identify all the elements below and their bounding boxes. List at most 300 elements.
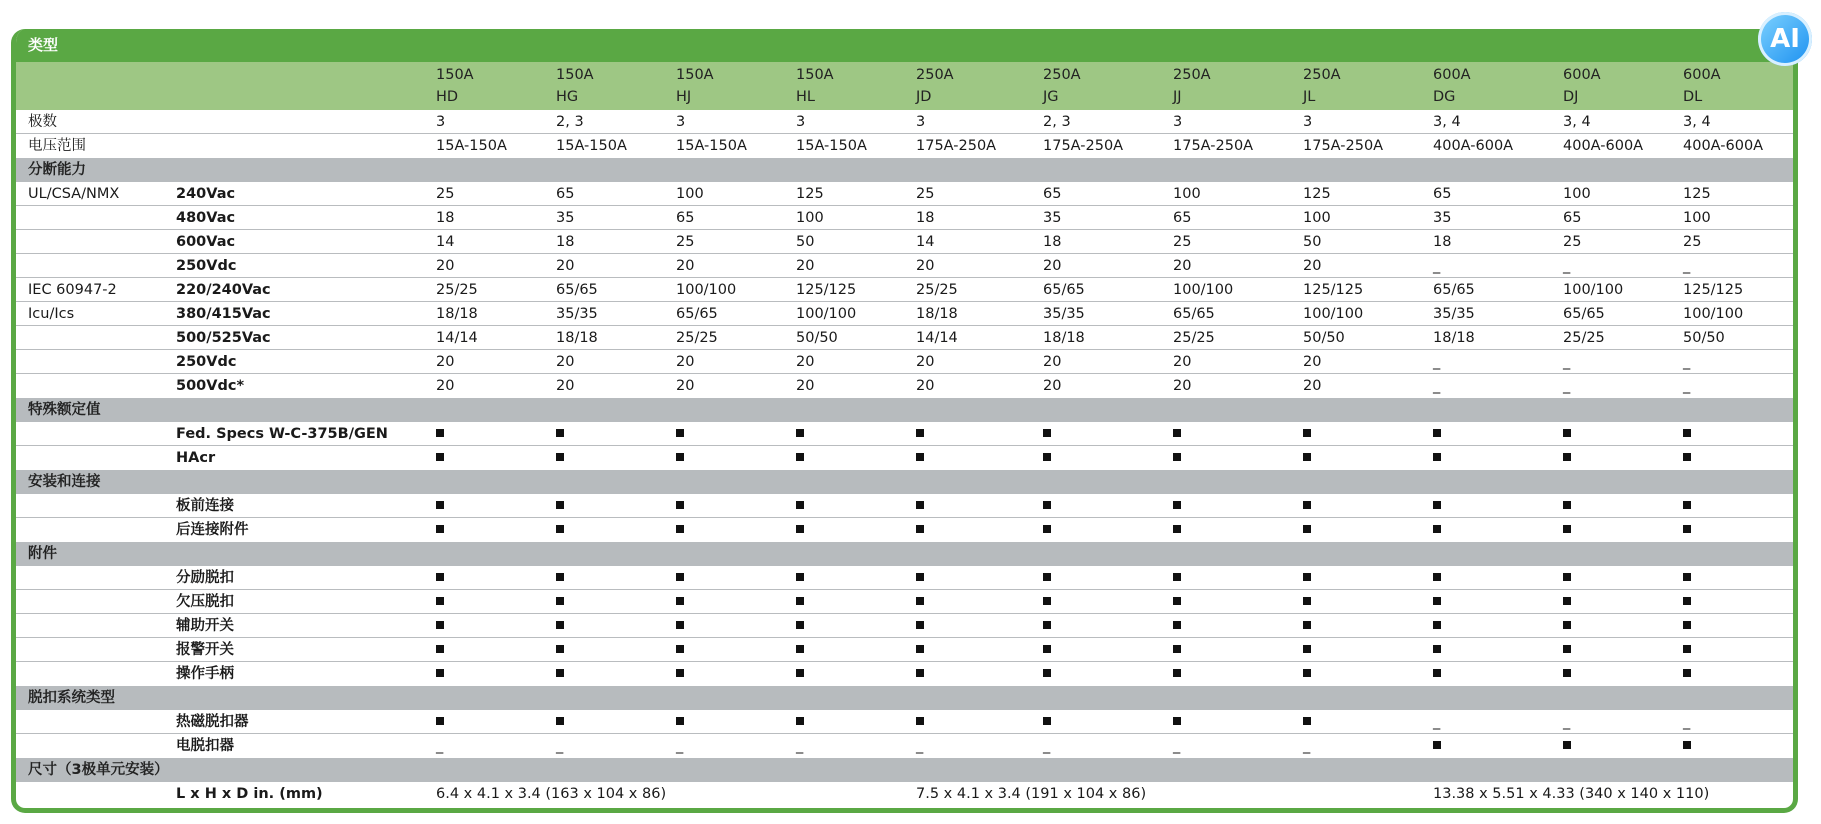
filled-square-icon bbox=[556, 501, 564, 509]
cell-value: 2, 3 bbox=[1043, 114, 1071, 130]
cell-value: 14 bbox=[916, 234, 935, 250]
filled-square-icon bbox=[1043, 717, 1051, 725]
available-marker bbox=[1173, 662, 1181, 686]
filled-square-icon bbox=[1433, 429, 1441, 437]
cell-value: 35 bbox=[1043, 210, 1062, 226]
filled-square-icon bbox=[676, 645, 684, 653]
available-marker bbox=[1173, 590, 1181, 614]
cell-value: 25 bbox=[676, 234, 695, 250]
filled-square-icon bbox=[1173, 501, 1181, 509]
filled-square-icon bbox=[676, 453, 684, 461]
cell-value: 18 bbox=[436, 210, 455, 226]
table-row bbox=[16, 134, 1793, 158]
cell-value: 20 bbox=[1173, 354, 1192, 370]
cell-value: 20 bbox=[436, 258, 455, 274]
filled-square-icon bbox=[796, 621, 804, 629]
cell-value: 25 bbox=[436, 186, 455, 202]
model-name: JJ bbox=[1173, 89, 1182, 105]
filled-square-icon bbox=[436, 669, 444, 677]
table-row bbox=[16, 590, 1793, 614]
available-marker bbox=[556, 590, 564, 614]
table-row bbox=[16, 254, 1793, 278]
table-row bbox=[16, 374, 1793, 398]
cell-value: _ bbox=[1043, 738, 1051, 754]
cell-value: 20 bbox=[436, 354, 455, 370]
filled-square-icon bbox=[1303, 597, 1311, 605]
available-marker bbox=[436, 518, 444, 542]
cell-value: 25 bbox=[1563, 234, 1582, 250]
model-header-hj bbox=[676, 64, 714, 108]
filled-square-icon bbox=[676, 429, 684, 437]
spec-table bbox=[11, 29, 1798, 813]
row-sublabel: 分励脱扣 bbox=[176, 570, 234, 586]
available-marker bbox=[1043, 518, 1051, 542]
row-sublabel: 报警开关 bbox=[176, 642, 234, 658]
available-marker bbox=[556, 662, 564, 686]
cell-value: 400A-600A bbox=[1433, 138, 1514, 154]
row-sublabel: 后连接附件 bbox=[176, 522, 249, 538]
available-marker bbox=[1043, 590, 1051, 614]
available-marker bbox=[1043, 638, 1051, 662]
filled-square-icon bbox=[796, 525, 804, 533]
model-name: JD bbox=[916, 89, 932, 105]
cell-value: 65/65 bbox=[556, 282, 598, 298]
available-marker bbox=[676, 566, 684, 590]
row-sublabel: Fed. Specs W-C-375B/GEN bbox=[176, 426, 388, 442]
filled-square-icon bbox=[916, 669, 924, 677]
filled-square-icon bbox=[1433, 501, 1441, 509]
cell-value: _ bbox=[1563, 714, 1571, 730]
table-row bbox=[16, 734, 1793, 758]
model-header-row bbox=[16, 62, 1793, 110]
cell-value: _ bbox=[1563, 378, 1571, 394]
available-marker bbox=[676, 638, 684, 662]
filled-square-icon bbox=[1173, 525, 1181, 533]
available-marker bbox=[916, 590, 924, 614]
available-marker bbox=[1173, 566, 1181, 590]
cell-value: 15A-150A bbox=[436, 138, 507, 154]
filled-square-icon bbox=[796, 501, 804, 509]
cell-value: _ bbox=[676, 738, 684, 754]
model-header-hd bbox=[436, 64, 474, 108]
model-header-dl bbox=[1683, 64, 1721, 108]
filled-square-icon bbox=[1173, 429, 1181, 437]
filled-square-icon bbox=[1303, 621, 1311, 629]
filled-square-icon bbox=[1303, 501, 1311, 509]
filled-square-icon bbox=[916, 645, 924, 653]
filled-square-icon bbox=[796, 429, 804, 437]
cell-value: 3 bbox=[1303, 114, 1313, 130]
filled-square-icon bbox=[916, 429, 924, 437]
available-marker bbox=[1683, 494, 1691, 518]
available-marker bbox=[916, 566, 924, 590]
filled-square-icon bbox=[1563, 525, 1571, 533]
filled-square-icon bbox=[1563, 429, 1571, 437]
cell-value: 65/65 bbox=[1563, 306, 1605, 322]
available-marker bbox=[796, 518, 804, 542]
cell-value: 100 bbox=[1303, 210, 1331, 226]
model-name: DL bbox=[1683, 89, 1703, 105]
filled-square-icon bbox=[1433, 573, 1441, 581]
cell-value: _ bbox=[916, 738, 924, 754]
filled-square-icon bbox=[1683, 573, 1691, 581]
available-marker bbox=[916, 518, 924, 542]
model-rating: 150A bbox=[796, 67, 834, 83]
cell-value: 25/25 bbox=[436, 282, 478, 298]
dimension-value: 13.38 x 5.51 x 4.33 (340 x 140 x 110) bbox=[1433, 786, 1710, 802]
cell-value: 65 bbox=[676, 210, 695, 226]
model-header-jd bbox=[916, 64, 954, 108]
filled-square-icon bbox=[1433, 645, 1441, 653]
available-marker bbox=[1563, 734, 1571, 758]
cell-value: 100/100 bbox=[676, 282, 737, 298]
model-rating: 250A bbox=[1173, 67, 1211, 83]
filled-square-icon bbox=[676, 501, 684, 509]
filled-square-icon bbox=[1303, 717, 1311, 725]
cell-value: 18/18 bbox=[436, 306, 478, 322]
available-marker bbox=[1563, 446, 1571, 470]
available-marker bbox=[1303, 422, 1311, 446]
row-label: UL/CSA/NMX bbox=[28, 186, 120, 202]
filled-square-icon bbox=[1683, 525, 1691, 533]
table-row bbox=[16, 662, 1793, 686]
available-marker bbox=[556, 566, 564, 590]
cell-value: 25 bbox=[916, 186, 935, 202]
filled-square-icon bbox=[1303, 645, 1311, 653]
cell-value: 65/65 bbox=[676, 306, 718, 322]
available-marker bbox=[1173, 446, 1181, 470]
model-name: HG bbox=[556, 89, 579, 105]
filled-square-icon bbox=[796, 573, 804, 581]
section-row bbox=[16, 542, 1793, 566]
available-marker bbox=[1303, 614, 1311, 638]
filled-square-icon bbox=[916, 501, 924, 509]
cell-value: 175A-250A bbox=[1303, 138, 1384, 154]
filled-square-icon bbox=[1173, 621, 1181, 629]
cell-value: 20 bbox=[1173, 258, 1192, 274]
available-marker bbox=[1563, 590, 1571, 614]
cell-value: _ bbox=[796, 738, 804, 754]
cell-value: 125 bbox=[796, 186, 824, 202]
available-marker bbox=[1173, 518, 1181, 542]
model-rating: 250A bbox=[1303, 67, 1341, 83]
filled-square-icon bbox=[1043, 669, 1051, 677]
available-marker bbox=[1303, 590, 1311, 614]
cell-value: 35 bbox=[1433, 210, 1452, 226]
cell-value: 65 bbox=[1563, 210, 1582, 226]
available-marker bbox=[1303, 638, 1311, 662]
filled-square-icon bbox=[1043, 429, 1051, 437]
row-sublabel: 250Vdc bbox=[176, 258, 237, 274]
cell-value: 18 bbox=[1043, 234, 1062, 250]
cell-value: 20 bbox=[916, 354, 935, 370]
available-marker bbox=[1563, 494, 1571, 518]
cell-value: 125/125 bbox=[1303, 282, 1364, 298]
filled-square-icon bbox=[796, 717, 804, 725]
model-name: HL bbox=[796, 89, 815, 105]
ai-badge-icon[interactable]: AI bbox=[1758, 12, 1812, 66]
model-rating: 150A bbox=[436, 67, 474, 83]
cell-value: 20 bbox=[556, 354, 575, 370]
table-row bbox=[16, 614, 1793, 638]
available-marker bbox=[1173, 710, 1181, 734]
table-row bbox=[16, 350, 1793, 374]
cell-value: _ bbox=[1433, 354, 1441, 370]
model-name: DJ bbox=[1563, 89, 1579, 105]
filled-square-icon bbox=[916, 573, 924, 581]
filled-square-icon bbox=[436, 453, 444, 461]
row-label: Icu/Ics bbox=[28, 306, 75, 322]
row-label: 极数 bbox=[28, 114, 57, 130]
cell-value: 20 bbox=[916, 258, 935, 274]
table-body bbox=[16, 110, 1793, 806]
cell-value: 25/25 bbox=[916, 282, 958, 298]
cell-value: 20 bbox=[796, 378, 815, 394]
model-header-jj bbox=[1173, 64, 1211, 108]
cell-value: 50/50 bbox=[796, 330, 838, 346]
cell-value: 20 bbox=[676, 354, 695, 370]
cell-value: 100/100 bbox=[1173, 282, 1234, 298]
section-label: 安装和连接 bbox=[28, 474, 101, 490]
cell-value: 65/65 bbox=[1433, 282, 1475, 298]
available-marker bbox=[556, 494, 564, 518]
available-marker bbox=[436, 422, 444, 446]
available-marker bbox=[796, 494, 804, 518]
filled-square-icon bbox=[556, 645, 564, 653]
row-label: IEC 60947-2 bbox=[28, 282, 117, 298]
cell-value: 35 bbox=[556, 210, 575, 226]
filled-square-icon bbox=[1433, 621, 1441, 629]
cell-value: 20 bbox=[1043, 354, 1062, 370]
cell-value: 100/100 bbox=[796, 306, 857, 322]
filled-square-icon bbox=[556, 573, 564, 581]
filled-square-icon bbox=[1173, 645, 1181, 653]
filled-square-icon bbox=[1303, 525, 1311, 533]
cell-value: 175A-250A bbox=[1043, 138, 1124, 154]
filled-square-icon bbox=[1563, 501, 1571, 509]
table-row bbox=[16, 230, 1793, 254]
cell-value: 50/50 bbox=[1683, 330, 1725, 346]
model-header-dj bbox=[1563, 64, 1601, 108]
cell-value: 65/65 bbox=[1173, 306, 1215, 322]
cell-value: 2, 3 bbox=[556, 114, 584, 130]
available-marker bbox=[556, 518, 564, 542]
cell-value: 20 bbox=[796, 354, 815, 370]
cell-value: 20 bbox=[676, 378, 695, 394]
filled-square-icon bbox=[556, 621, 564, 629]
filled-square-icon bbox=[796, 453, 804, 461]
cell-value: 50 bbox=[796, 234, 815, 250]
cell-value: 20 bbox=[676, 258, 695, 274]
available-marker bbox=[676, 614, 684, 638]
cell-value: _ bbox=[1433, 714, 1441, 730]
row-sublabel: 240Vac bbox=[176, 186, 236, 202]
cell-value: 20 bbox=[796, 258, 815, 274]
available-marker bbox=[1433, 422, 1441, 446]
section-label: 脱扣系统类型 bbox=[28, 690, 115, 706]
cell-value: 65 bbox=[1043, 186, 1062, 202]
cell-value: 20 bbox=[916, 378, 935, 394]
filled-square-icon bbox=[1303, 669, 1311, 677]
available-marker bbox=[1043, 494, 1051, 518]
available-marker bbox=[1433, 662, 1441, 686]
cell-value: 18 bbox=[916, 210, 935, 226]
cell-value: 14/14 bbox=[436, 330, 478, 346]
cell-value: 125/125 bbox=[796, 282, 857, 298]
model-rating: 600A bbox=[1683, 67, 1721, 83]
filled-square-icon bbox=[1433, 741, 1441, 749]
section-label: 特殊额定值 bbox=[28, 402, 101, 418]
row-sublabel: 500/525Vac bbox=[176, 330, 271, 346]
available-marker bbox=[1683, 422, 1691, 446]
table-row bbox=[16, 326, 1793, 350]
section-label: 尺寸（3极单元安装） bbox=[28, 762, 169, 778]
cell-value: _ bbox=[1563, 258, 1571, 274]
filled-square-icon bbox=[1303, 453, 1311, 461]
cell-value: 3 bbox=[796, 114, 806, 130]
filled-square-icon bbox=[1563, 453, 1571, 461]
cell-value: 175A-250A bbox=[1173, 138, 1254, 154]
filled-square-icon bbox=[1043, 597, 1051, 605]
available-marker bbox=[1683, 518, 1691, 542]
filled-square-icon bbox=[676, 717, 684, 725]
filled-square-icon bbox=[556, 669, 564, 677]
table-row bbox=[16, 206, 1793, 230]
model-name: JL bbox=[1303, 89, 1316, 105]
filled-square-icon bbox=[916, 717, 924, 725]
cell-value: 25/25 bbox=[676, 330, 718, 346]
filled-square-icon bbox=[556, 597, 564, 605]
filled-square-icon bbox=[1563, 597, 1571, 605]
model-name: HD bbox=[436, 89, 459, 105]
cell-value: 20 bbox=[1303, 378, 1322, 394]
section-row bbox=[16, 158, 1793, 182]
cell-value: 3 bbox=[1173, 114, 1183, 130]
filled-square-icon bbox=[1563, 573, 1571, 581]
available-marker bbox=[796, 638, 804, 662]
filled-square-icon bbox=[556, 429, 564, 437]
filled-square-icon bbox=[1563, 741, 1571, 749]
available-marker bbox=[796, 662, 804, 686]
model-header-dg bbox=[1433, 64, 1471, 108]
table-row bbox=[16, 302, 1793, 326]
cell-value: 100 bbox=[1683, 210, 1711, 226]
filled-square-icon bbox=[436, 573, 444, 581]
table-title: 类型 bbox=[16, 29, 1793, 62]
cell-value: 20 bbox=[556, 378, 575, 394]
cell-value: 3 bbox=[676, 114, 686, 130]
available-marker bbox=[1563, 614, 1571, 638]
cell-value: 175A-250A bbox=[916, 138, 997, 154]
section-row bbox=[16, 470, 1793, 494]
cell-value: 15A-150A bbox=[556, 138, 627, 154]
available-marker bbox=[1043, 566, 1051, 590]
filled-square-icon bbox=[676, 621, 684, 629]
model-name: DG bbox=[1433, 89, 1456, 105]
section-row bbox=[16, 686, 1793, 710]
row-sublabel: HAcr bbox=[176, 450, 216, 466]
cell-value: 125 bbox=[1683, 186, 1711, 202]
available-marker bbox=[1433, 494, 1441, 518]
cell-value: 20 bbox=[1303, 354, 1322, 370]
filled-square-icon bbox=[436, 429, 444, 437]
filled-square-icon bbox=[436, 717, 444, 725]
cell-value: 3, 4 bbox=[1433, 114, 1461, 130]
cell-value: 35/35 bbox=[1433, 306, 1475, 322]
filled-square-icon bbox=[676, 573, 684, 581]
available-marker bbox=[1563, 566, 1571, 590]
available-marker bbox=[1173, 638, 1181, 662]
available-marker bbox=[916, 422, 924, 446]
table-row bbox=[16, 566, 1793, 590]
filled-square-icon bbox=[796, 669, 804, 677]
available-marker bbox=[1683, 590, 1691, 614]
cell-value: _ bbox=[1563, 354, 1571, 370]
cell-value: _ bbox=[1433, 258, 1441, 274]
filled-square-icon bbox=[1173, 669, 1181, 677]
available-marker bbox=[556, 446, 564, 470]
model-header-jg bbox=[1043, 64, 1081, 108]
row-sublabel: 250Vdc bbox=[176, 354, 237, 370]
filled-square-icon bbox=[1173, 717, 1181, 725]
cell-value: 65 bbox=[1433, 186, 1452, 202]
cell-value: 15A-150A bbox=[796, 138, 867, 154]
cell-value: 20 bbox=[556, 258, 575, 274]
cell-value: 3, 4 bbox=[1563, 114, 1591, 130]
filled-square-icon bbox=[436, 501, 444, 509]
available-marker bbox=[1043, 422, 1051, 446]
filled-square-icon bbox=[1303, 573, 1311, 581]
row-sublabel: 480Vac bbox=[176, 210, 236, 226]
available-marker bbox=[1043, 446, 1051, 470]
available-marker bbox=[916, 710, 924, 734]
available-marker bbox=[1303, 446, 1311, 470]
filled-square-icon bbox=[1433, 453, 1441, 461]
filled-square-icon bbox=[796, 597, 804, 605]
cell-value: 20 bbox=[1303, 258, 1322, 274]
cell-value: 3 bbox=[916, 114, 926, 130]
available-marker bbox=[916, 614, 924, 638]
filled-square-icon bbox=[1043, 573, 1051, 581]
table-row bbox=[16, 782, 1793, 806]
model-rating: 250A bbox=[1043, 67, 1081, 83]
row-label: 电压范围 bbox=[28, 138, 86, 154]
model-rating: 150A bbox=[676, 67, 714, 83]
filled-square-icon bbox=[556, 717, 564, 725]
cell-value: 400A-600A bbox=[1683, 138, 1764, 154]
cell-value: 25/25 bbox=[1173, 330, 1215, 346]
available-marker bbox=[796, 566, 804, 590]
table-row bbox=[16, 446, 1793, 470]
filled-square-icon bbox=[1683, 645, 1691, 653]
row-sublabel: 热磁脱扣器 bbox=[176, 714, 249, 730]
filled-square-icon bbox=[1563, 669, 1571, 677]
filled-square-icon bbox=[916, 621, 924, 629]
cell-value: _ bbox=[1683, 354, 1691, 370]
available-marker bbox=[796, 446, 804, 470]
filled-square-icon bbox=[1043, 645, 1051, 653]
cell-value: 65/65 bbox=[1043, 282, 1085, 298]
row-sublabel: 500Vdc* bbox=[176, 378, 245, 394]
filled-square-icon bbox=[916, 597, 924, 605]
model-name: JG bbox=[1043, 89, 1059, 105]
available-marker bbox=[1433, 590, 1441, 614]
available-marker bbox=[1563, 422, 1571, 446]
filled-square-icon bbox=[436, 645, 444, 653]
filled-square-icon bbox=[1043, 453, 1051, 461]
cell-value: 3 bbox=[436, 114, 446, 130]
available-marker bbox=[796, 710, 804, 734]
